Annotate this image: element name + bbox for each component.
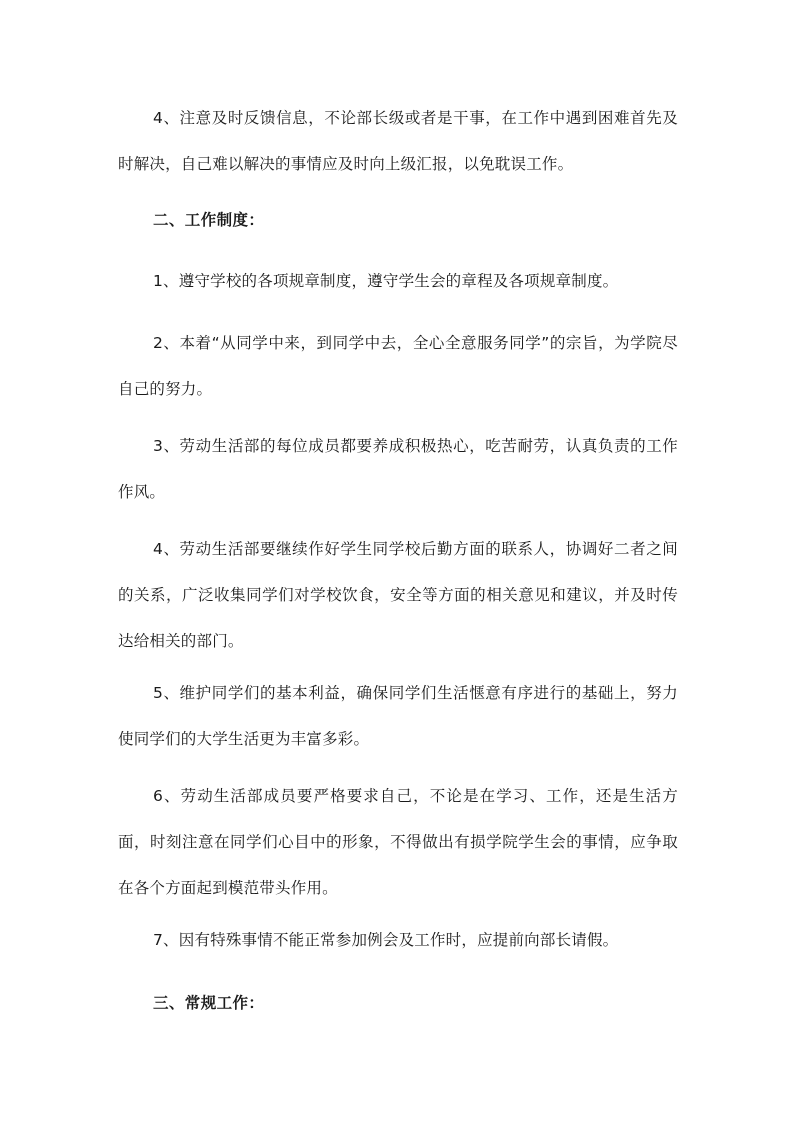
section-heading-routine-work: [118, 980, 678, 1026]
paragraph-item-4: [118, 526, 678, 664]
paragraph-item-3: [118, 423, 678, 515]
paragraph-text: 4、劳动生活部要继续作好学生同学校后勤方面的联系人，协调好二者之间的关系，广泛收集同学们对学校饮食，安全等方面的相关意见和建议，并及时传达给相关的部门。: [118, 540, 678, 650]
paragraph-item-6: [118, 773, 678, 911]
paragraph-text: 5、维护同学们的基本利益，确保同学们生活惬意有序进行的基础上，努力使同学们的大学生活更为丰富多彩。: [118, 684, 678, 748]
paragraph-item-5: [118, 670, 678, 762]
section-heading-work-rules: [118, 197, 678, 243]
paragraph-item-2: [118, 320, 678, 412]
section-heading-text: 二、工作制度：: [153, 211, 265, 229]
paragraph-text: 4、注意及时反馈信息，不论部长级或者是干事，在工作中遇到困难首先及时解决，自己难以解决的事情应及时向上级汇报，以免耽误工作。: [118, 109, 678, 173]
paragraph-text: 1、遵守学校的各项规章制度，遵守学生会的章程及各项规章制度。: [153, 272, 619, 290]
paragraph-item-4-feedback: [118, 95, 678, 187]
paragraph-text: 6、劳动生活部成员要严格要求自己，不论是在学习、工作，还是生活方面，时刻注意在同学们心目中的形象，不得做出有损学院学生会的事情，应争取在各个方面起到模范带头作用。: [118, 787, 678, 897]
section-heading-text: 三、常规工作：: [153, 994, 265, 1012]
paragraph-item-1: [118, 258, 678, 304]
paragraph-text: 7、因有特殊事情不能正常参加例会及工作时，应提前向部长请假。: [153, 931, 619, 949]
paragraph-text: 3、劳动生活部的每位成员都要养成积极热心，吃苦耐劳，认真负责的工作作风。: [118, 437, 678, 501]
paragraph-item-7: [118, 917, 678, 963]
paragraph-text: 2、本着“从同学中来，到同学中去，全心全意服务同学”的宗旨，为学院尽自己的努力。: [118, 334, 678, 398]
